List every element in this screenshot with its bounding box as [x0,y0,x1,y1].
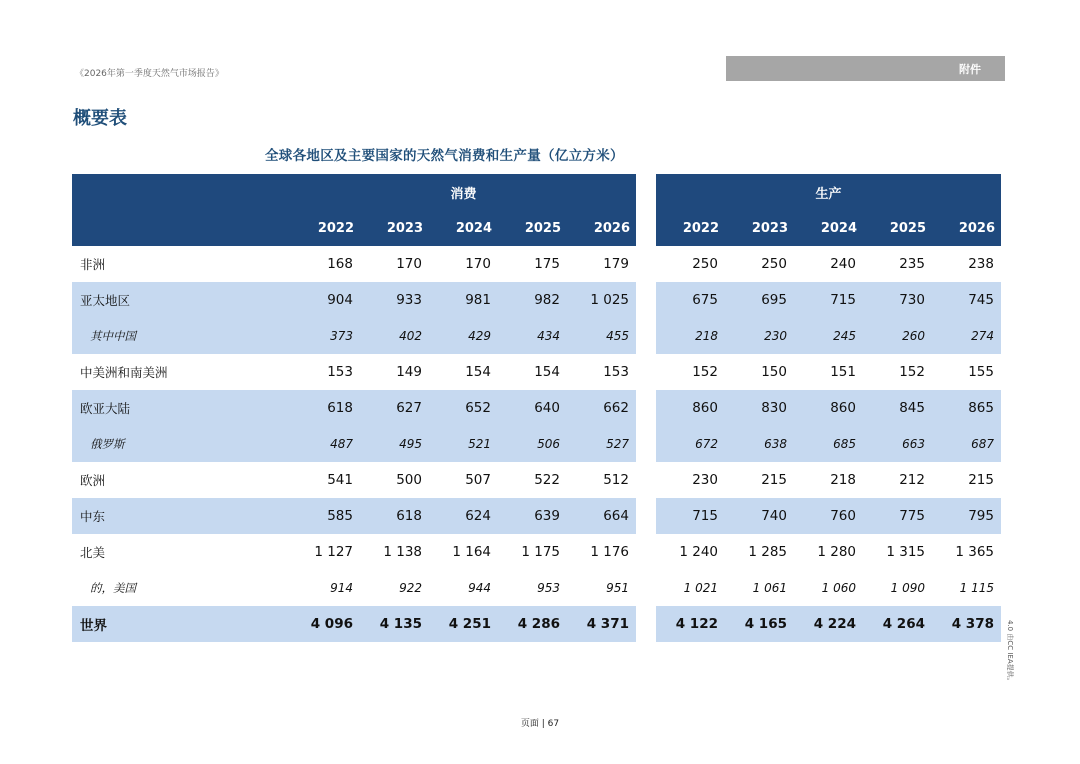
consumption-value: 373 [291,318,360,354]
column-gap [636,282,656,318]
consumption-value: 1 176 [590,544,629,560]
production-value: 218 [656,318,725,354]
region-label: 北美 [80,545,106,560]
production-value: 687 [932,426,1001,462]
consumption-value: 522 [534,472,560,488]
consumption-value: 541 [327,472,353,488]
production-value: 638 [725,426,794,462]
production-value: 685 [794,426,863,462]
production-value: 218 [830,472,856,488]
table-year-header-row [72,210,1001,246]
production-value: 860 [656,390,725,426]
consumption-value: 402 [360,318,429,354]
production-value: 830 [725,390,794,426]
production-value: 845 [863,390,932,426]
production-value: 730 [863,282,932,318]
production-year-header: 2022 [656,210,725,246]
production-value: 212 [899,472,925,488]
consumption-value: 618 [360,498,429,534]
production-value: 775 [863,498,932,534]
consumption-value: 1 138 [383,544,422,560]
table-row [72,498,1001,534]
consumption-value: 487 [291,426,360,462]
consumption-value: 953 [537,581,560,595]
production-value: 663 [863,426,932,462]
table-row [72,426,1001,462]
production-year-header: 2025 [863,210,932,246]
consumption-year-header: 2024 [429,210,498,246]
consumption-value: 982 [498,282,567,318]
production-value: 238 [968,256,994,272]
table-row [72,318,1001,354]
column-gap [636,534,656,570]
production-value: 745 [932,282,1001,318]
consumption-value: 527 [567,426,636,462]
consumption-value: 153 [603,364,629,380]
region-label: 欧亚大陆 [72,390,291,426]
production-value: 740 [725,498,794,534]
consumption-value: 627 [360,390,429,426]
consumption-year-header: 2025 [498,210,567,246]
consumption-value: 175 [534,256,560,272]
column-gap [636,390,656,426]
production-value: 1 365 [955,544,994,560]
column-gap [636,462,656,498]
consumption-value: 154 [465,364,491,380]
production-value: 860 [794,390,863,426]
consumption-value: 914 [330,581,353,595]
production-value: 151 [830,364,856,380]
production-value: 240 [830,256,856,272]
production-value: 715 [656,498,725,534]
production-value: 1 285 [748,544,787,560]
production-value: 4 378 [932,606,1001,642]
table-row-total [72,606,1001,642]
consumption-value: 624 [429,498,498,534]
consumption-value: 639 [498,498,567,534]
column-gap [636,570,656,606]
region-label: 其中中国 [72,318,291,354]
consumption-value: 4 371 [567,606,636,642]
region-label: 中东 [72,498,291,534]
production-value: 675 [656,282,725,318]
production-value: 230 [725,318,794,354]
production-value: 260 [863,318,932,354]
appendix-label: 附件 [959,62,981,76]
region-label: 非洲 [80,257,106,272]
consumption-value: 521 [429,426,498,462]
consumption-group-header: 消费 [291,174,636,210]
production-value: 150 [761,364,787,380]
consumption-value: 4 286 [498,606,567,642]
column-gap [636,318,656,354]
production-value: 1 090 [890,581,925,595]
production-value: 274 [932,318,1001,354]
production-group-header: 生产 [656,174,1001,210]
production-value: 1 240 [679,544,718,560]
consumption-value: 507 [465,472,491,488]
consumption-value: 154 [534,364,560,380]
production-value: 760 [794,498,863,534]
production-value: 4 165 [725,606,794,642]
production-value: 152 [899,364,925,380]
table-row [72,390,1001,426]
region-label: 亚太地区 [72,282,291,318]
table-row [72,570,1001,606]
table-row [72,462,1001,498]
table-row [72,354,1001,390]
consumption-value: 652 [429,390,498,426]
production-value: 245 [794,318,863,354]
table-caption: 全球各地区及主要国家的天然气消费和生产量（亿立方米） [265,148,624,164]
production-value: 250 [692,256,718,272]
consumption-value: 434 [498,318,567,354]
production-value: 250 [761,256,787,272]
consumption-value: 149 [396,364,422,380]
consumption-value: 495 [360,426,429,462]
column-gap [636,426,656,462]
production-value: 1 315 [886,544,925,560]
region-label: 俄罗斯 [72,426,291,462]
consumption-value: 618 [291,390,360,426]
production-value: 1 061 [752,581,787,595]
consumption-value: 500 [396,472,422,488]
production-value: 4 224 [794,606,863,642]
production-value: 1 060 [821,581,856,595]
consumption-value: 662 [567,390,636,426]
consumption-value: 455 [567,318,636,354]
side-note: 4.0 由CC IEA提供。 [1006,620,1014,685]
consumption-value: 640 [498,390,567,426]
production-year-header: 2023 [725,210,794,246]
consumption-value: 4 251 [429,606,498,642]
consumption-year-header: 2023 [360,210,429,246]
consumption-value: 179 [603,256,629,272]
consumption-value: 1 164 [452,544,491,560]
table-row [72,534,1001,570]
production-value: 865 [932,390,1001,426]
table-body [72,246,1001,642]
production-value: 715 [794,282,863,318]
column-gap [636,498,656,534]
production-value: 4 264 [863,606,932,642]
consumption-value: 153 [327,364,353,380]
table-row [72,282,1001,318]
consumption-value: 951 [606,581,629,595]
production-value: 230 [692,472,718,488]
consumption-value: 922 [399,581,422,595]
production-year-header: 2026 [932,210,1001,246]
consumption-value: 429 [429,318,498,354]
consumption-value: 1 127 [314,544,353,560]
table-group-header-row [72,174,1001,210]
production-value: 695 [725,282,794,318]
header-gap [636,210,656,246]
consumption-value: 1 025 [567,282,636,318]
production-year-header: 2024 [794,210,863,246]
consumption-value: 170 [396,256,422,272]
region-label: 中美洲和南美洲 [80,365,168,380]
summary-table [72,174,1001,642]
column-gap [636,606,656,642]
region-label: 的，美国 [90,581,136,595]
consumption-year-header: 2022 [291,210,360,246]
document-title: 《2026年第一季度天然气市场报告》 [75,69,224,79]
production-value: 235 [899,256,925,272]
production-value: 155 [968,364,994,380]
production-value: 215 [761,472,787,488]
header-blank [72,174,291,210]
header-gap [636,174,656,210]
consumption-value: 981 [429,282,498,318]
page-number: 页面 | 67 [520,719,560,729]
page-title: 概要表 [73,108,127,129]
production-value: 1 280 [817,544,856,560]
appendix-bar [726,56,1005,81]
table-row [72,246,1001,282]
summary-table-container [72,174,995,642]
consumption-value: 904 [291,282,360,318]
production-value: 4 122 [656,606,725,642]
column-gap [636,246,656,282]
production-value: 1 115 [959,581,994,595]
column-gap [636,354,656,390]
production-value: 215 [968,472,994,488]
production-value: 1 021 [683,581,718,595]
consumption-value: 4 135 [360,606,429,642]
consumption-value: 506 [498,426,567,462]
production-value: 672 [656,426,725,462]
consumption-year-header: 2026 [567,210,636,246]
consumption-value: 1 175 [521,544,560,560]
region-label: 世界 [72,606,291,642]
production-value: 795 [932,498,1001,534]
consumption-value: 933 [360,282,429,318]
production-value: 152 [692,364,718,380]
consumption-value: 585 [291,498,360,534]
region-label: 欧洲 [80,473,106,488]
consumption-value: 4 096 [291,606,360,642]
consumption-value: 170 [465,256,491,272]
consumption-value: 944 [468,581,491,595]
header-blank [72,210,291,246]
consumption-value: 512 [603,472,629,488]
consumption-value: 168 [327,256,353,272]
consumption-value: 664 [567,498,636,534]
